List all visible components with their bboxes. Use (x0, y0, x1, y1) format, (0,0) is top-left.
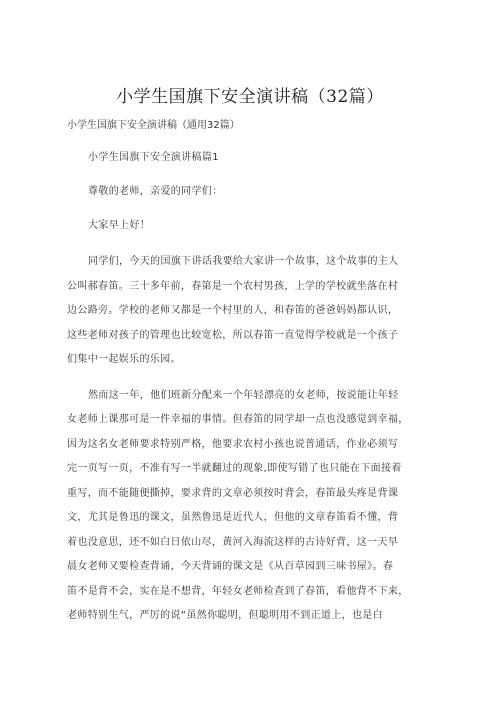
paragraph-2-line: 着也没意思，还不如白日依山尽，黄河入海流这样的古诗好背，这一天早 (67, 537, 399, 548)
paragraph-1-line: 们集中一起娱乐的乐园。 (67, 354, 181, 365)
section-heading: 小学生国旗下安全演讲稿篇1 (88, 152, 219, 163)
paragraph-1-line: 这些老师对孩子的管理也比较宽松，所以春笛一直觉得学校就是一个孩子 (67, 330, 399, 341)
paragraph-2-line: 文，尤其是鲁迅的课文，虽然鲁迅是近代人，但他的文章春笛看不懂，背 (67, 512, 399, 523)
paragraph-2-line: 晨女老师又要检查背诵，今天背诵的课文是《从百草园到三味书屋》。春 (67, 561, 394, 572)
paragraph-1-line: 公叫郝春笛。三十多年前，春第是一个农村男孩，上学的学校就坐落在村 (67, 281, 399, 292)
salutation: 尊敬的老师，亲爱的同学们： (88, 186, 223, 197)
paragraph-2-line: 完一页写一页，不准有写一半就翻过的现象,即使写错了也只能在下面接着 (67, 463, 402, 474)
paragraph-2-line: 因为这名女老师要求特别严格，他要求农村小孩也说普通话，作业必须写 (67, 439, 399, 450)
paragraph-2-line: 重写，而不能随便撕掉，要求背的文章必须按时背会，春笛最头疼是背课 (67, 488, 399, 499)
greeting: 大家早上好！ (88, 220, 151, 231)
paragraph-1-line: 边公路旁。学校的老师又都是一个村里的人，和春笛的爸爸妈妈都认识， (67, 305, 399, 316)
document-title: 小学生国旗下安全演讲稿（32篇） (116, 87, 384, 107)
document-subtitle: 小学生国旗下安全演讲稿（通用32篇） (67, 120, 240, 131)
paragraph-2-line: 女老师上课那可是一件幸福的事情。但春笛的同学却一点也没感觉到幸福， (67, 414, 409, 425)
paragraph-2-line: 然而这一年，他们班新分配来一个年轻漂亮的女老师，按说能让年轻 (88, 390, 399, 401)
paragraph-1-line: 同学们，今天的国旗下讲话我要给大家讲一个故事，这个故事的主人 (88, 256, 399, 267)
paragraph-2-line: 老师特别生气，严厉的说“虽然你聪明，但聪明用不到正道上，也是白 (67, 610, 384, 621)
paragraph-2-line: 笛不是背不会，实在是不想背，年轻女老师检查到了春笛，看他背不下来， (67, 586, 409, 597)
